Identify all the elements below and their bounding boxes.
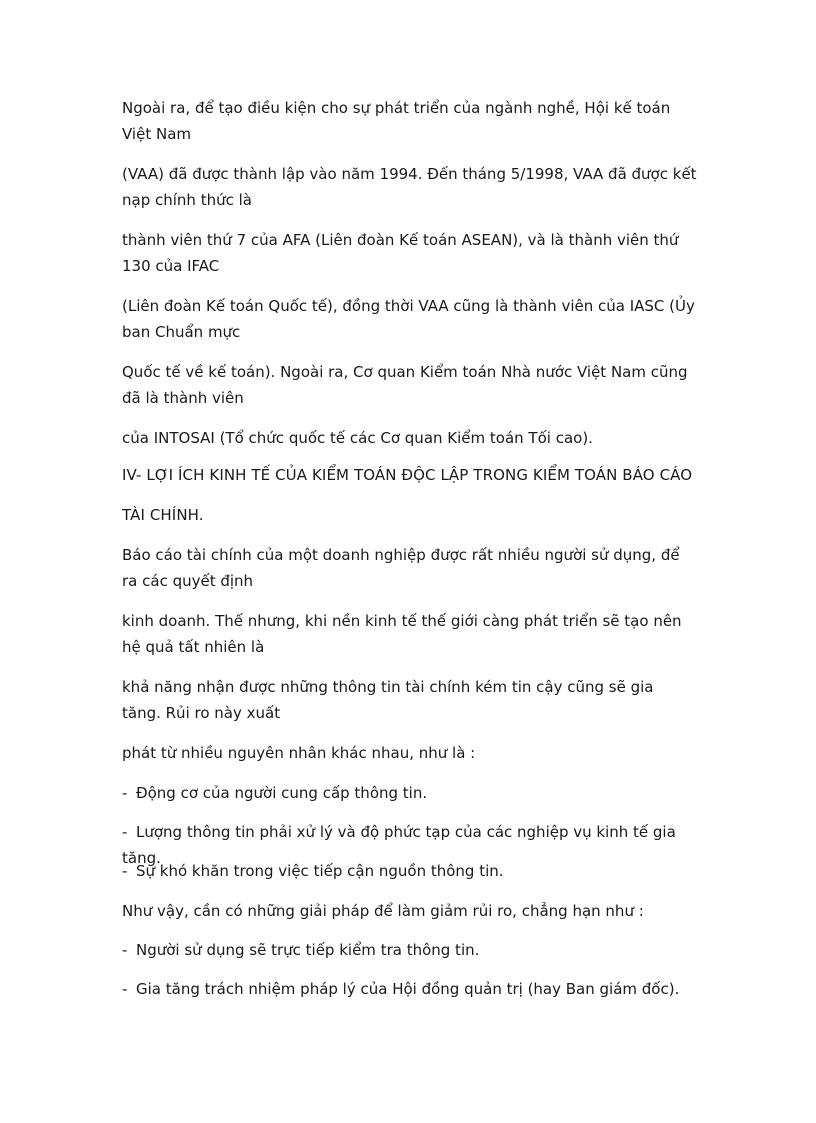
bullet-marker: - <box>122 941 128 959</box>
paragraph-vaa-founded: (VAA) đã được thành lập vào năm 1994. Đến tháng 5/1998, VAA đã được kết nạp chính thức là <box>122 165 697 209</box>
paragraph-causes: phát từ nhiều nguyên nhân khác nhau, như là : <box>122 744 476 762</box>
section-heading-line2: TÀI CHÍNH. <box>122 506 204 524</box>
list-item-text: Sự khó khăn trong việc tiếp cận nguồn thông tin. <box>136 862 504 880</box>
list-item-text: Gia tăng trách nhiệm pháp lý của Hội đồng quản trị (hay Ban giám đốc). <box>136 980 680 998</box>
list-item-text: Người sử dụng sẽ trực tiếp kiểm tra thông tin. <box>136 941 480 959</box>
list-item-text: Động cơ của người cung cấp thông tin. <box>136 784 428 802</box>
paragraph-vaa-intro: Ngoài ra, để tạo điều kiện cho sự phát triển của ngành nghề, Hội kế toán Việt Nam <box>122 99 671 143</box>
paragraph-afa-member: thành viên thứ 7 của AFA (Liên đoàn Kế toán ASEAN), và là thành viên thứ 130 của IFAC <box>122 231 679 275</box>
paragraph-solutions: Như vậy, cần có những giải pháp để làm giảm rủi ro, chẳng hạn như : <box>122 902 644 920</box>
paragraph-intosai: của INTOSAI (Tổ chức quốc tế các Cơ quan Kiểm toán Tối cao). <box>122 429 593 447</box>
bullet-marker: - <box>122 823 128 841</box>
paragraph-economy-growth: kinh doanh. Thế nhưng, khi nền kinh tế thế giới càng phát triển sẽ tạo nên hệ quả tất nhiên là <box>122 612 682 656</box>
bullet-marker: - <box>122 784 128 802</box>
list-item-text: Lượng thông tin phải xử lý và độ phức tạp của các nghiệp vụ kinh tế gia tăng. <box>122 823 676 867</box>
paragraph-ifac-iasc: (Liên đoàn Kế toán Quốc tế), đồng thời VAA cũng là thành viên của IASC (Ủy ban Chuẩn mực <box>122 297 695 341</box>
list-item <box>122 858 702 884</box>
list-item <box>122 937 702 963</box>
bullet-marker: - <box>122 980 128 998</box>
paragraph-report-users: Báo cáo tài chính của một doanh nghiệp được rất nhiều người sử dụng, để ra các quyết định <box>122 546 680 590</box>
list-item <box>122 976 702 1002</box>
section-heading-line1: IV- LỢI ÍCH KINH TẾ CỦA KIỂM TOÁN ĐỘC LẬP TRONG KIỂM TOÁN BÁO CÁO <box>122 466 693 484</box>
paragraph-state-audit: Quốc tế về kế toán). Ngoài ra, Cơ quan Kiểm toán Nhà nước Việt Nam cũng đã là thành viên <box>122 363 688 407</box>
list-item <box>122 780 702 806</box>
paragraph-risk: khả năng nhận được những thông tin tài chính kém tin cậy cũng sẽ gia tăng. Rủi ro này xuất <box>122 678 654 722</box>
bullet-marker: - <box>122 862 128 880</box>
